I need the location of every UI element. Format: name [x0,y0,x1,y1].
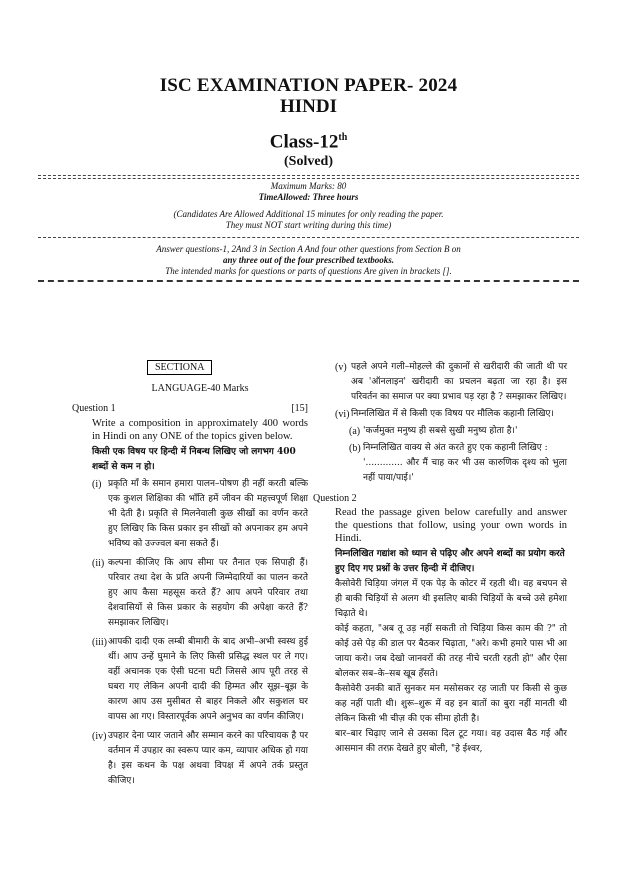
instruction-2: any three out of the four prescribed textbooks. [223,255,394,266]
section-label: SECTIONA [147,360,212,375]
question-2-label: Question 2 [313,493,357,504]
option-text: निम्नलिखित में से किसी एक विषय पर मौलिक कहानी लिखिए। [351,409,554,419]
sub-option-text: 'कर्जमुक्त मनुष्य ही सबसे सुखी मनुष्य होता है।' [363,426,518,436]
subject-title: HINDI [279,96,337,117]
question-1-hindi: किसी एक विषय पर हिन्दी में निबन्ध लिखिए जो लगभग 400 शब्दों से कम न हो। [92,447,296,472]
question-label: Question 1 [72,403,116,414]
paper-title: ISC EXAMINATION PAPER- 2024 [159,75,458,96]
option-number: (ii) [92,558,105,569]
option-text: आपकी दादी एक लम्बी बीमारी के बाद अभी–अभी स्वस्थ हुई थीं। आप उन्हें घुमाने के लिए किसी प्रसिद्ध स्थल पर ले गए। वहीं अचानक एक ऐसी घटना घटी जिससे आप पूरी तरह से घबरा गए लेकिन अपनी दादी की हिम्मत और सूझ–बूझ के कारण आप उस मुसीबत से बाहर निकले और सकुशल घर वापस आ गए। विस्तारपूर्वक अपने अनुभव का वर्णन कीजिए। [108,637,308,722]
story-ending-quote: '............. और मैं चाह कर भी उस कारुणिक दृश्य को भुला नहीं पाया/पाई।' [363,458,567,483]
option-text: कल्पना कीजिए कि आप सीमा पर तैनात एक सिपाही हैं। परिवार तथा देश के प्रति अपनी जिम्मेदारियों का पालन करते हुए आप कैसा महसूस करते हैं? आप अपने परिवार तथा देशवासियों से किस प्रकार के सहयोग की अपेक्षा करते हैं? समझाकर लिखिए। [108,558,308,628]
sub-option-text: निम्नलिखित वाक्य से अंत करते हुए एक कहानी लिखिए : [363,443,548,453]
instruction-1: Answer questions-1, 2And 3 in Section A And four other questions from Section B on [156,244,461,255]
reading-note-1: (Candidates Are Allowed Additional 15 minutes for only reading the paper. [173,209,444,220]
option-item [335,407,567,422]
divider [38,178,579,179]
passage-paragraph: कैसोवेरी चिड़िया जंगल में एक पेड़ के कोटर में रहती थी। वह बचपन से ही बाकी चिड़ियों से अलग थी इसलिए बाकी चिड़ियों के बच्चे उसे हमेशा चिढ़ाते थे। [335,579,567,619]
question-2-english: Read the passage given below carefully and answer the questions that follow, using your own words in Hindi. [335,507,567,544]
question-1-header [72,403,308,414]
passage-paragraph: कैसोवेरी उनकी बातें सुनकर मन मसोसकर रह जाती पर किसी से कुछ कह नहीं पाती थी। शुरू–शुरू में वह इन बातों का बुरा नहीं मानती थी लेकिन किसी भी चीज़ की एक सीमा होती है। [335,684,567,724]
solved-label: (Solved) [284,154,333,170]
passage-paragraph: बार–बार चिढ़ाए जाने से उसका दिल टूट गया। वह उदास बैठ गई और आसमान की तरफ़ देखते हुए बोली, "हे ईश्वर, [335,729,567,754]
divider [38,175,579,176]
class-superscript: th [338,132,348,143]
option-item [92,729,308,789]
class-heading [0,127,617,153]
exam-page [0,75,617,875]
option-text: प्रकृति माँ के समान हमारा पालन–पोषण ही नहीं करती बल्कि एक कुशल शिक्षिका की भाँति हमें जीवन की महत्त्वपूर्ण शिक्षा भी देती है। प्रकृति से मिलनेवाली कुछ सीखों का वर्णन करते हुए लिखिए कि किस प्रकार इन सीखों को अपनाकर हम अपने भविष्य को उज्ज्वल बना सकते हैं। [108,479,308,549]
time-allowed: TimeAllowed: Three hours [258,192,359,203]
sub-option [349,424,567,439]
option-text: उपहार देना प्यार जताने और सम्मान करने का परिचायक है पर वर्तमान में उपहार का स्वरूप प्यार कम, व्यापार अधिक हो गया है। इस कथन के पक्ष अथवा विपक्ष में अपने तर्क प्रस्तुत कीजिए। [108,731,308,786]
option-number: (iii) [92,637,107,648]
option-item [92,556,308,631]
option-number: (iv) [92,731,107,742]
reading-note-2: They must NOT start writing during this time) [225,220,392,231]
sub-option [349,441,567,456]
max-marks: Maximum Marks: 80 [270,181,347,192]
passage-paragraph: कोई कहता, "अब तू उड़ नहीं सकती तो चिड़िया किस काम की ?" तो कोई उसे पेड़ की डाल पर बैठकर चिढ़ाता, "अरे। कभी हमारे पास भी आ जाया करो। जब देखो जानवरों की तरह नीचे चरती रहती हो" और ऐसा बोलकर सब–के–सब खूब हँसते। [335,624,567,679]
divider [38,280,579,282]
right-column [313,360,567,757]
option-item [92,635,308,725]
instruction-3: The intended marks for questions or parts of questions Are given in brackets []. [165,266,452,277]
language-heading: LANGUAGE-40 Marks [151,383,249,394]
marks-label: [15] [291,403,308,414]
sub-option-letter: (a) [349,426,361,437]
option-text: पहले अपने गली–मोहल्ले की दुकानों से खरीदारी की जाती थी पर अब 'ऑनलाइन' खरीदारी का प्रचलन बढ़ता जा रहा है। इस परिवर्तन का समाज पर क्या प्रभाव पड़ रहा है ? समझाकर लिखिए। [351,362,567,402]
option-number: (i) [92,479,102,490]
question-2-hindi: निम्नलिखित गद्यांश को ध्यान से पढ़िए और अपने शब्दों का प्रयोग करते हुए दिए गए प्रश्नों के उत्तर हिन्दी में दीजिए। [335,549,565,574]
option-number: (vi) [335,409,350,420]
option-item [92,477,308,552]
option-item [335,360,567,405]
left-column [72,360,308,789]
question-1-english: Write a composition in approximately 400 words in Hindi on any ONE of the topics given below. [92,418,308,442]
option-number: (v) [335,362,347,373]
class-text: Class-12 [269,131,339,153]
divider [38,237,579,238]
sub-option-letter: (b) [349,443,361,454]
